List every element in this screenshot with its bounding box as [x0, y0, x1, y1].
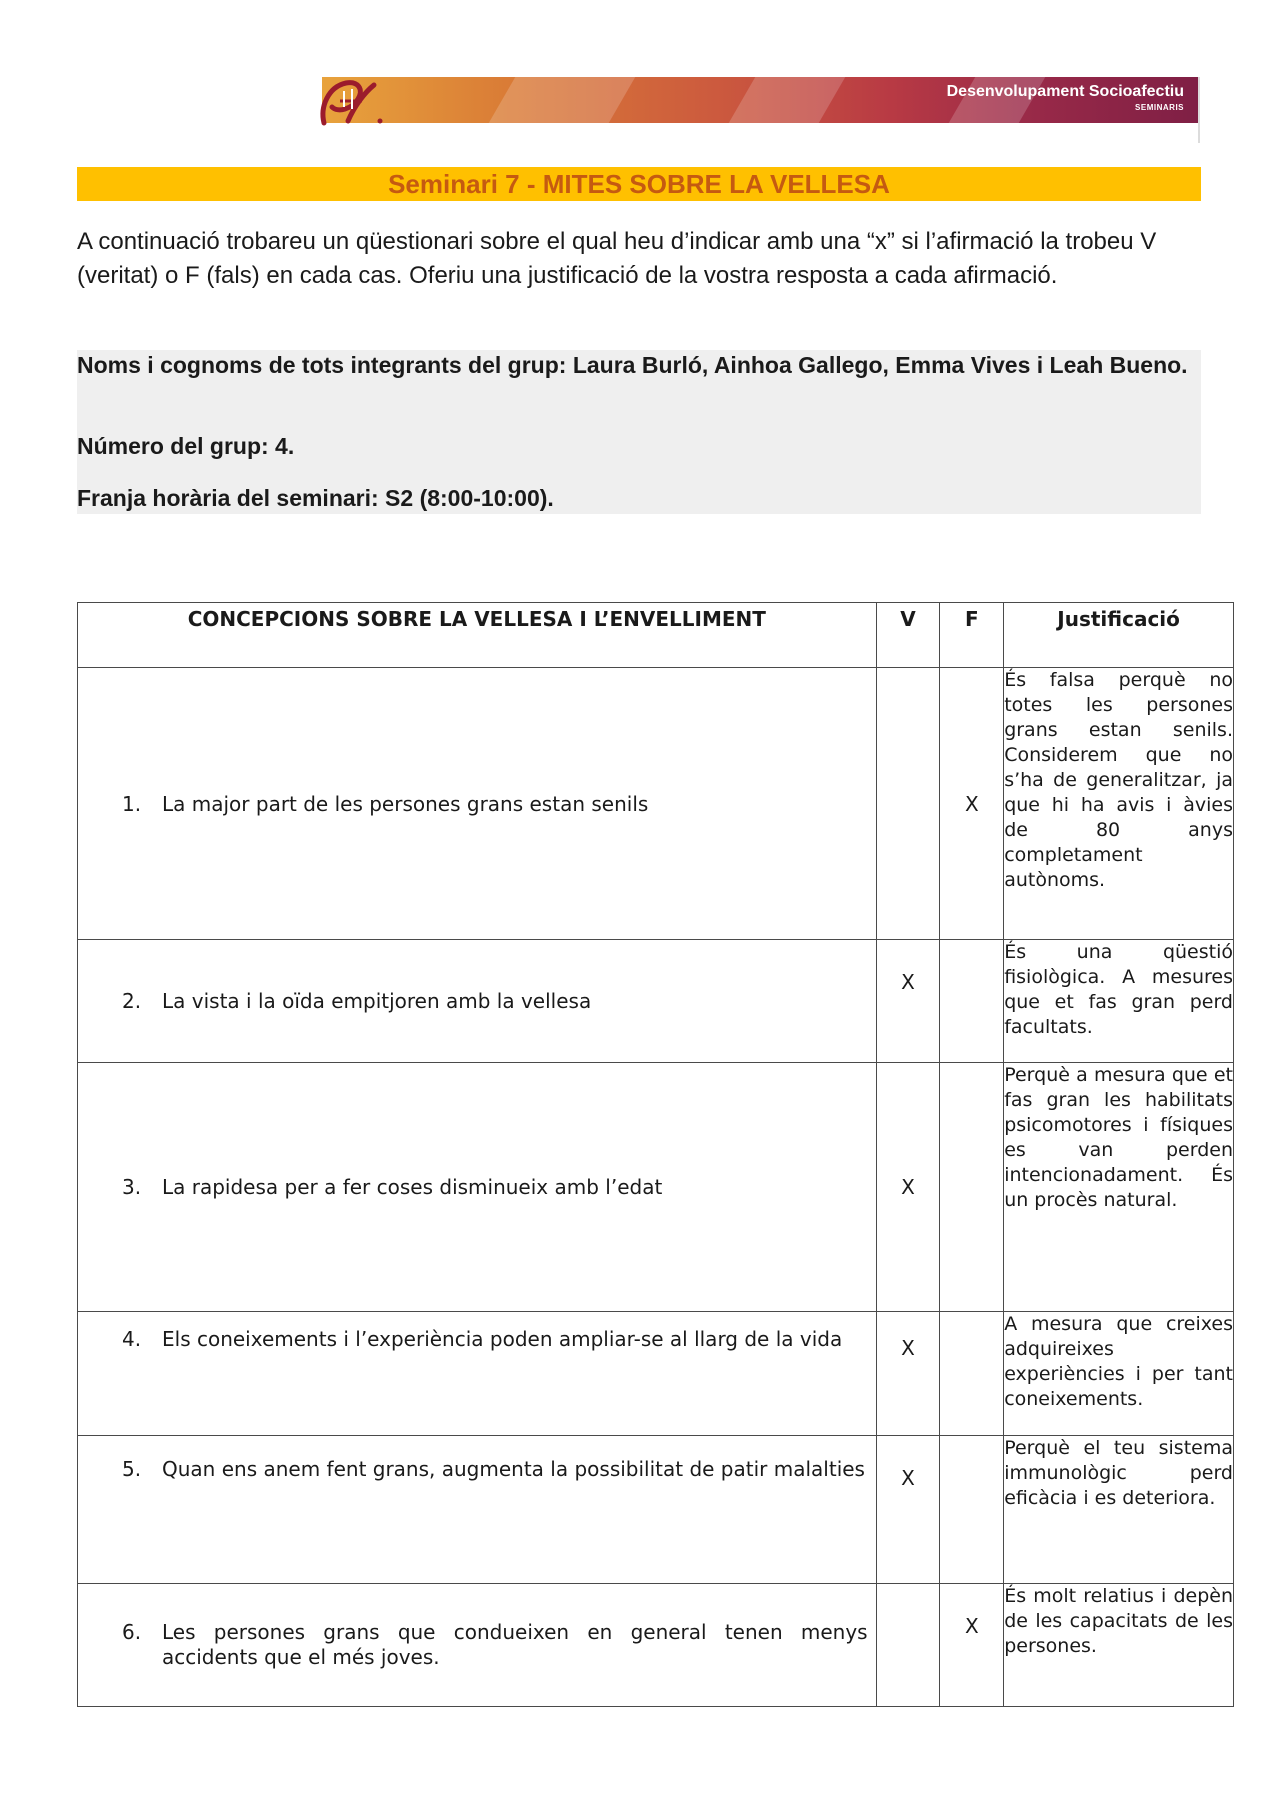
v-mark [876, 1584, 940, 1707]
justification-cell: Perquè a mesura que et fas gran les habilitats psicomotores i físiques es van perden intencionadament. És un procès natural. [1004, 1063, 1234, 1312]
university-logo-icon [318, 77, 386, 127]
statement-text: Els coneixements i l’experiència poden ampliar-se al llarg de la vida [162, 1327, 843, 1351]
v-mark: X [876, 940, 940, 1063]
group-names: Noms i cognoms de tots integrants del grup: Laura Burló, Ainhoa Gallego, Emma Vives i Leah Bueno. [77, 352, 1188, 378]
statement-text: La rapidesa per a fer coses disminueix amb l’edat [162, 1175, 663, 1199]
table-row [78, 940, 1234, 1063]
row-number: 2. [122, 989, 142, 1013]
statement-text: La major part de les persones grans estan senils [162, 791, 649, 816]
statement-cell [78, 1312, 877, 1436]
table-row [78, 1063, 1234, 1312]
header-banner [322, 77, 1198, 123]
header-v: V [876, 603, 940, 668]
row-number: 4. [122, 1327, 142, 1351]
table-header-row [78, 603, 1234, 668]
f-mark [940, 1436, 1004, 1584]
group-number: Número del grup: 4. [77, 433, 295, 459]
f-mark [940, 1063, 1004, 1312]
statement-cell [78, 940, 877, 1063]
table-row [78, 1436, 1234, 1584]
v-mark: X [876, 1436, 940, 1584]
table-row [78, 668, 1234, 940]
statement-text: Quan ens anem fent grans, augmenta la possibilitat de patir malalties [162, 1457, 865, 1481]
header-justification: Justificació [1004, 603, 1234, 668]
time-slot: Franja horària del seminari: S2 (8:00-10:00). [77, 485, 554, 511]
row-number: 1. [122, 791, 142, 816]
justification-cell: Perquè el teu sistema immunològic perd eficàcia i es deteriora. [1004, 1436, 1234, 1584]
page-title: Seminari 7 - MITES SOBRE LA VELLESA [388, 168, 890, 199]
justification-cell: És falsa perquè no totes les persones grans estan senils. Considerem que no s’ha de generalitzar, ja que hi ha avis i àvies de 80 anys completament autònoms. [1004, 668, 1234, 940]
v-mark: X [876, 1063, 940, 1312]
table-row [78, 1312, 1234, 1436]
title-bar [77, 167, 1201, 201]
intro-paragraph: A continuació trobareu un qüestionari sobre el qual heu d’indicar amb una “x” si l’afirmació la trobeu V (veritat) o F (fals) en cada cas. Oferiu una justificació de la vostra resposta a cada afirmació. [77, 228, 1157, 289]
myths-table [77, 602, 1234, 1707]
banner-edge [1198, 77, 1200, 143]
justification-cell: És molt relatius i depèn de les capacitats de les persones. [1004, 1584, 1234, 1707]
v-mark [876, 668, 940, 940]
statement-text: Les persones grans que condueixen en general tenen menys accidents que el més joves. [162, 1620, 868, 1669]
header-f: F [940, 603, 1004, 668]
justification-cell: És una qüestió fisiològica. A mesures que et fas gran perd facultats. [1004, 940, 1234, 1063]
brand-subtitle: SEMINARIS [1135, 103, 1184, 112]
f-mark: X [940, 668, 1004, 940]
statement-cell [78, 1584, 877, 1707]
row-number: 5. [122, 1457, 142, 1481]
statement-cell [78, 668, 877, 940]
row-number: 6. [122, 1620, 142, 1644]
f-mark: X [940, 1584, 1004, 1707]
statement-cell [78, 1436, 877, 1584]
brand-title: Desenvolupament Socioafectiu [946, 83, 1184, 100]
justification-cell: A mesura que creixes adquireixes experiències i per tant coneixements. [1004, 1312, 1234, 1436]
f-mark [940, 940, 1004, 1063]
f-mark [940, 1312, 1004, 1436]
statement-cell [78, 1063, 877, 1312]
table-row [78, 1584, 1234, 1707]
statement-text: La vista i la oïda empitjoren amb la vellesa [162, 989, 592, 1013]
v-mark: X [876, 1312, 940, 1436]
row-number: 3. [122, 1175, 142, 1199]
group-info-box [77, 350, 1201, 514]
header-statement: CONCEPCIONS SOBRE LA VELLESA I L’ENVELLIMENT [78, 603, 877, 668]
